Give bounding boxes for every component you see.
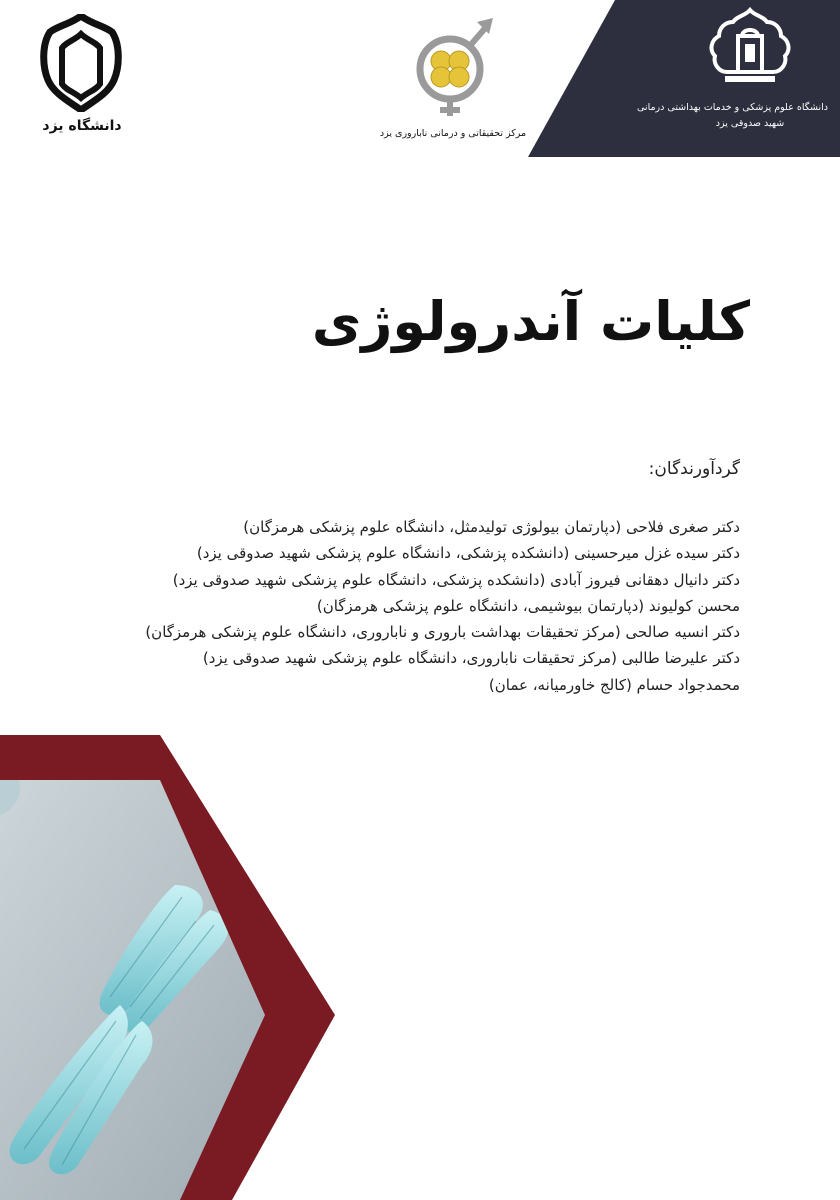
shahid-sadoughi-caption xyxy=(637,100,828,132)
author-item: محسن کولیوند (دپارتمان بیوشیمی، دانشگاه علوم پزشکی هرمزگان) xyxy=(316,596,740,615)
university-of-yazd-caption: دانشگاه یزد xyxy=(42,118,122,134)
infertility-center-logo-icon xyxy=(405,14,495,118)
shahid-sadoughi-caption-line1: دانشگاه علوم پزشکی و خدمات بهداشتی درمانی xyxy=(637,102,828,113)
author-item: محمدجواد حسام (کالج خاورمیانه، عمان) xyxy=(488,675,740,694)
infertility-center-caption: مرکز تحقیقاتی و درمانی ناباروری یزد xyxy=(379,128,527,139)
author-item: دکتر انسیه صالحی (مرکز تحقیقات بهداشت باروری و ناباروری، دانشگاه علوم پزشکی هرمزگان) xyxy=(145,623,740,642)
chromosome-cover-art xyxy=(0,735,340,1200)
book-title: کلیات آندرولوژی xyxy=(311,290,750,353)
shahid-sadoughi-university-logo-icon xyxy=(705,6,795,92)
shahid-sadoughi-caption-line2: شهید صدوقی یزد xyxy=(715,118,785,129)
authors-heading: گردآورندگان: xyxy=(648,459,740,479)
author-item: دکتر سیده غزل میرحسینی (دانشکده پزشکی، دانشگاه علوم پزشکی شهید صدوقی یزد) xyxy=(196,544,740,563)
author-item: دکتر علیرضا طالبی (مرکز تحقیقات ناباروری، دانشگاه علوم پزشکی شهید صدوقی یزد) xyxy=(202,649,740,668)
author-item: دکتر دانیال دهقانی فیروز آبادی (دانشکده پزشکی، دانشگاه علوم پزشکی شهید صدوقی یزد) xyxy=(172,570,740,589)
authors-list xyxy=(90,514,740,698)
author-item: دکتر صغری فلاحی (دپارتمان بیولوژی تولیدمثل، دانشگاه علوم پزشکی هرمزگان) xyxy=(243,518,740,536)
university-of-yazd-logo-icon xyxy=(40,14,122,112)
